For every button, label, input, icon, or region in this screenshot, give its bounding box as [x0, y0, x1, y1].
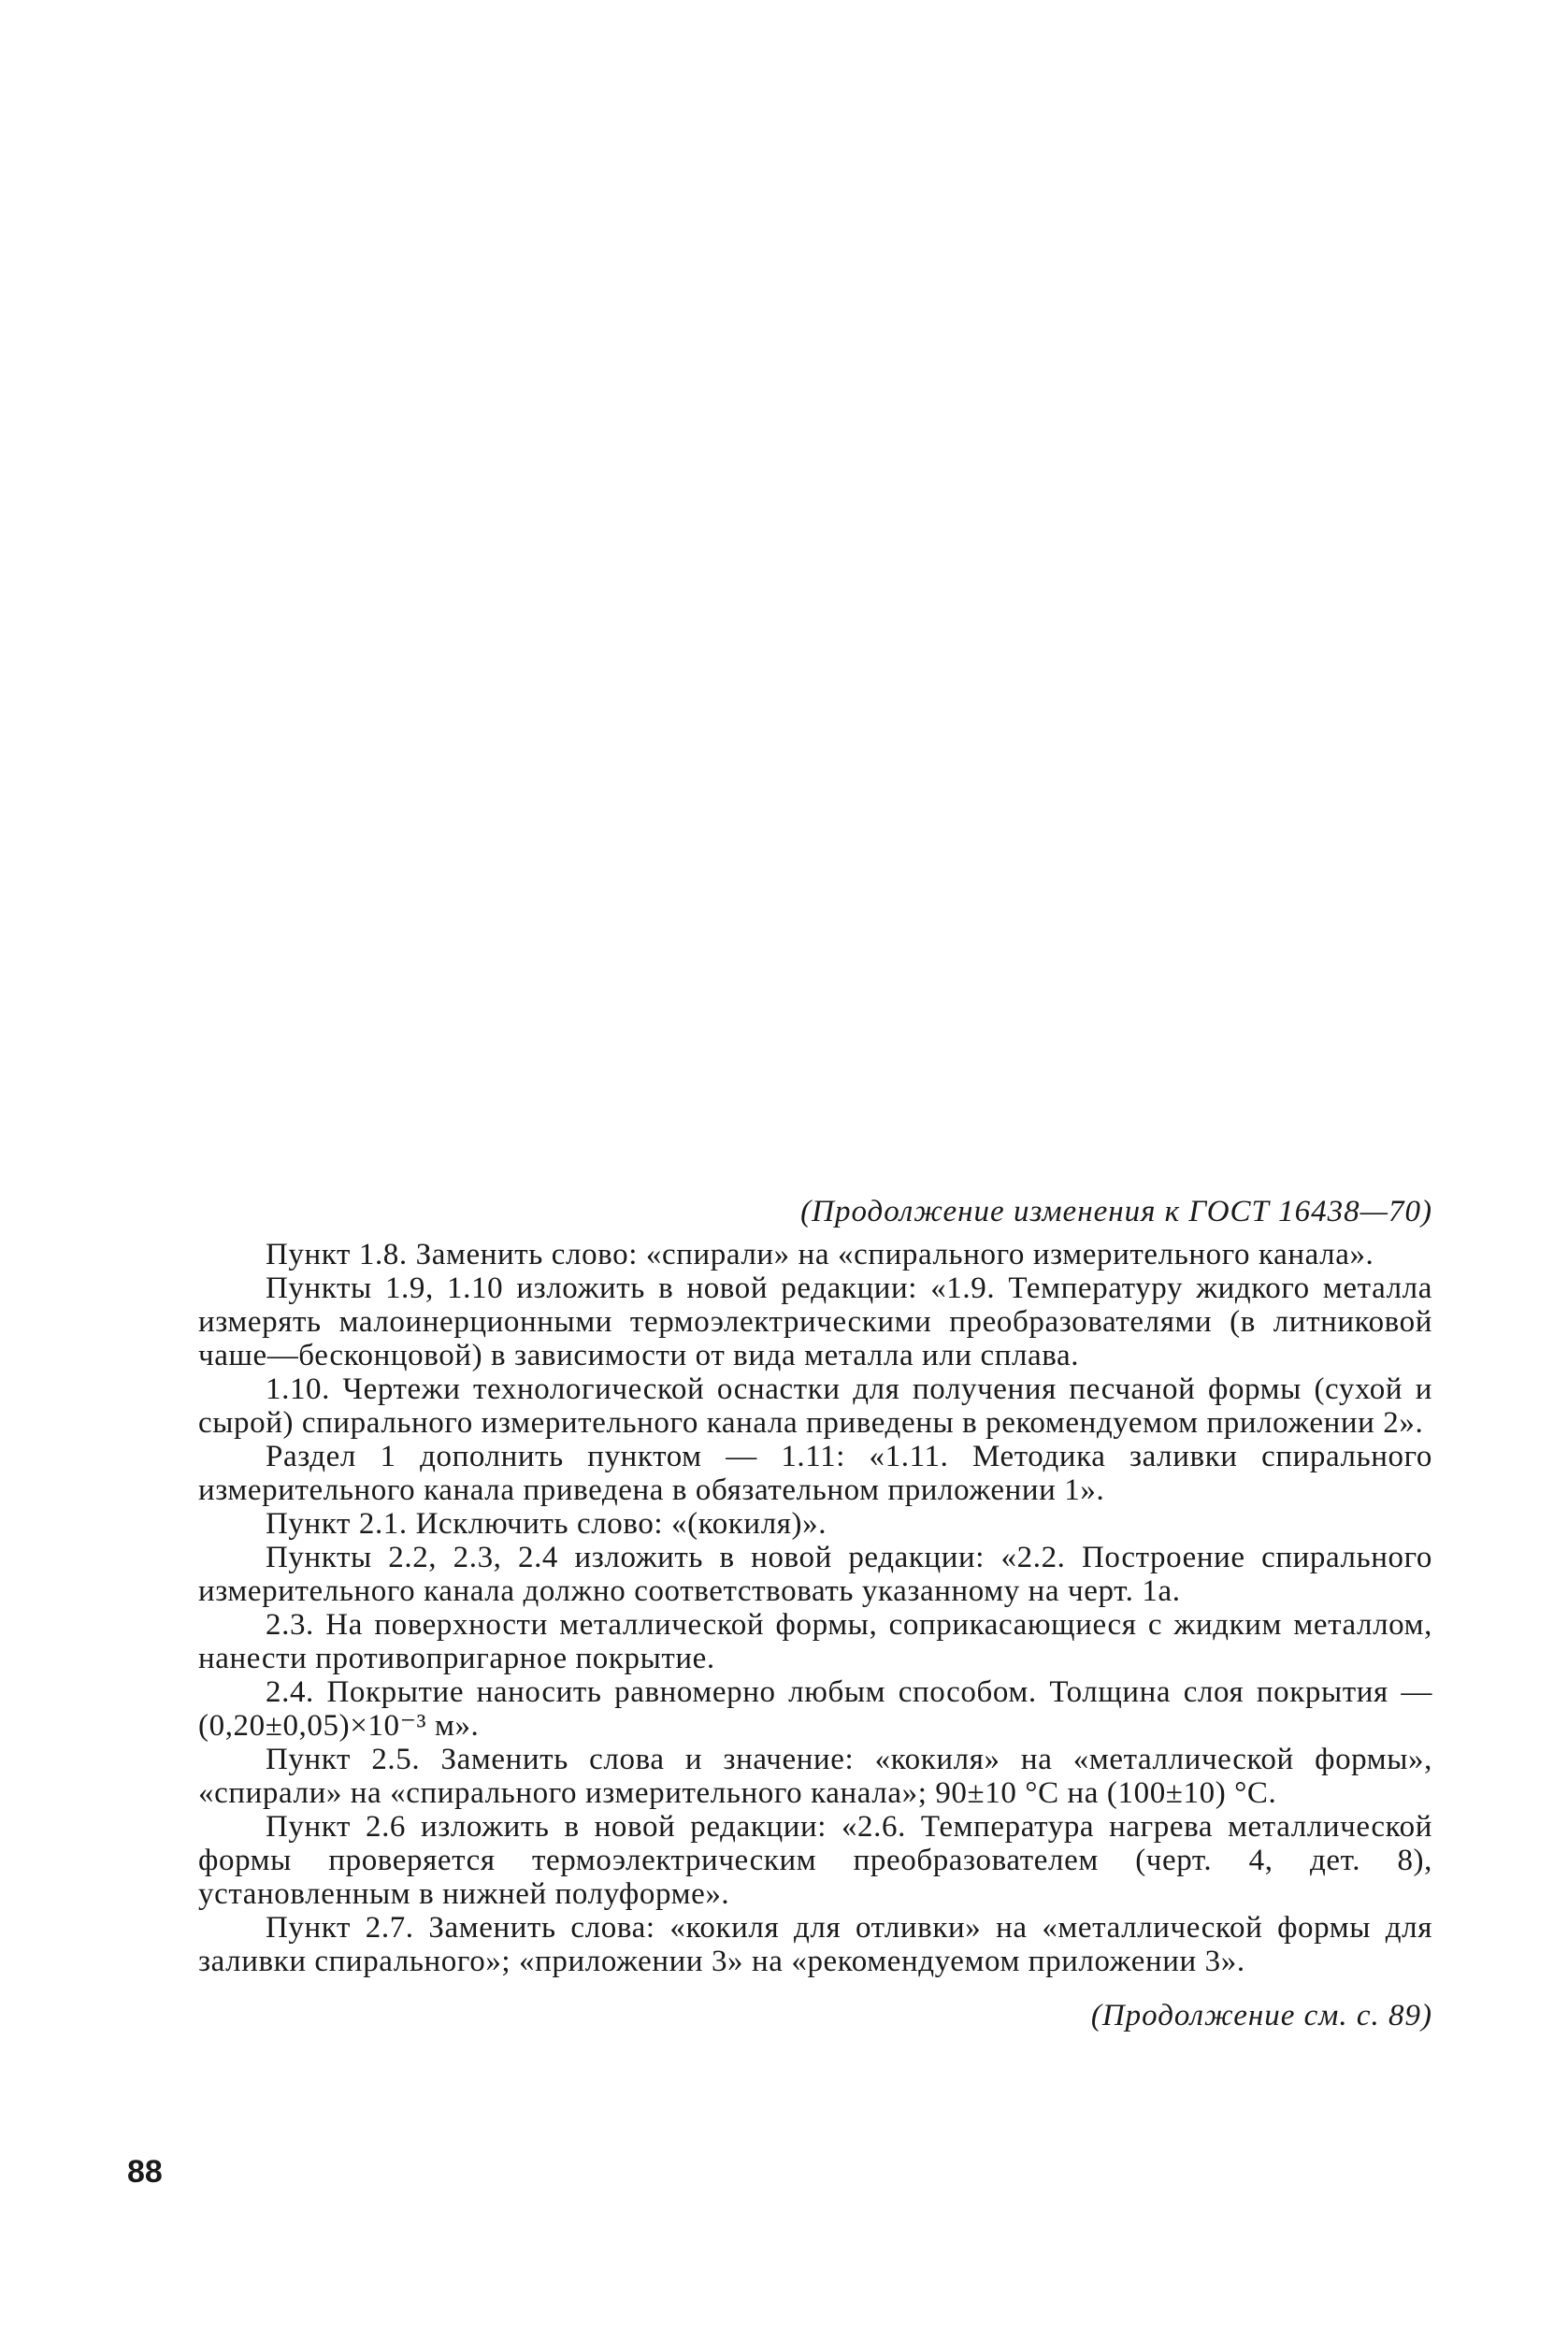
continuation-footer: (Продолжение см. с. 89) [1090, 1999, 1432, 2032]
paragraph-8: 2.4. Покрытие наносить равномерно любым способом. Толщина слоя покрытия — (0,20±0,05)×10⁻³ м». [198, 1675, 1432, 1743]
document-body [198, 1195, 1432, 2032]
continuation-header: (Продолжение изменения к ГОСТ 16438—70) [800, 1195, 1432, 1228]
paragraph-7: 2.3. На поверхности металлической формы, соприкасающиеся с жидким металлом, нанести противопригарное покрытие. [198, 1608, 1432, 1675]
paragraph-10: Пункт 2.6 изложить в новой редакции: «2.6. Температура нагрева металлической формы проверяется термоэлектрическим преобразователем (черт. 4, дет. 8), установленным в нижней полуформе». [198, 1810, 1432, 1911]
paragraph-6: Пункты 2.2, 2.3, 2.4 изложить в новой редакции: «2.2. Построение спирального измерительного канала должно соответствовать указанному на черт. 1а. [198, 1541, 1432, 1608]
paragraph-5: Пункт 2.1. Исключить слово: «(кокиля)». [266, 1507, 827, 1541]
page-number: 88 [127, 2154, 163, 2190]
paragraph-9: Пункт 2.5. Заменить слова и значение: «кокиля» на «металлической формы», «спирали» на «спирального измерительного канала»; 90±10 °С на (100±10) °С. [198, 1743, 1432, 1810]
paragraph-1: Пункт 1.8. Заменить слово: «спирали» на «спирального измерительного канала». [266, 1238, 1374, 1271]
paragraph-3: 1.10. Чертежи технологической оснастки для получения песчаной формы (сухой и сырой) спирального измерительного канала приведены в рекомендуемом приложении 2». [198, 1372, 1432, 1440]
paragraph-4: Раздел 1 дополнить пунктом — 1.11: «1.11. Методика заливки спирального измерительного канала приведена в обязательном приложении 1». [198, 1440, 1432, 1507]
paragraph-11: Пункт 2.7. Заменить слова: «кокиля для отливки» на «металлической формы для заливки спирального»; «приложении 3» на «рекомендуемом приложении 3». [198, 1911, 1432, 1978]
paragraph-2: Пункты 1.9, 1.10 изложить в новой редакции: «1.9. Температуру жидкого металла измерять малоинерционными термоэлектрическими преобразователями (в литниковой чаше—бесконцовой) в зависимости от вида металла или сплава. [198, 1271, 1432, 1372]
